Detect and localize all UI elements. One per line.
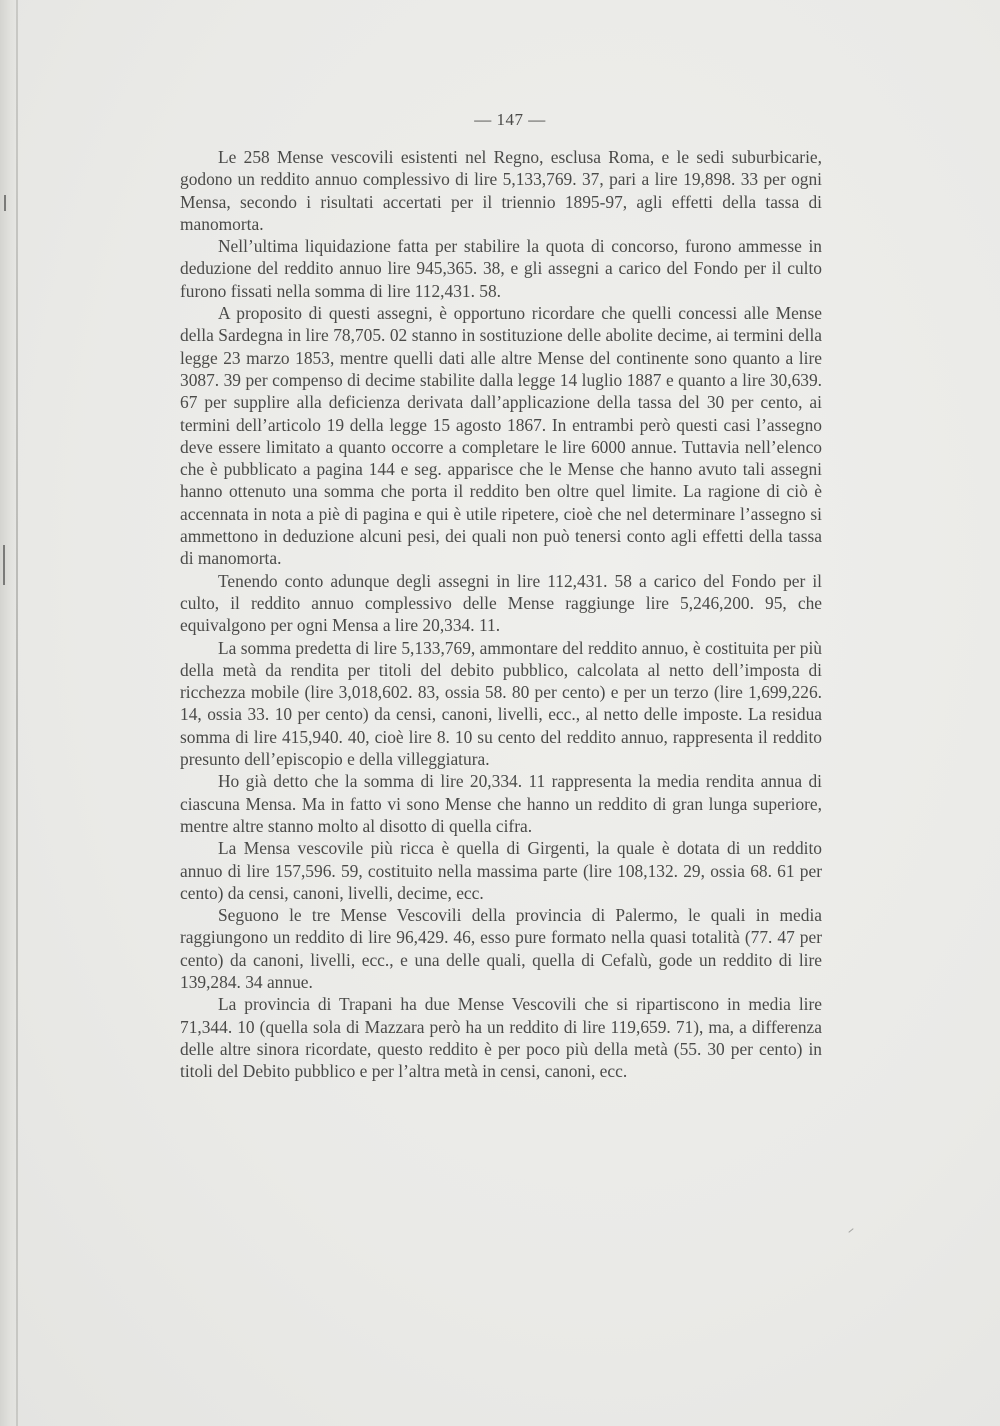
paragraph: La provincia di Trapani ha due Mense Vescovili che si ripartiscono in media lire 71,344. 10 (quella sola di Mazzara però ha un reddito di lire 119,659. 71), ma, a differenza delle altre sinora ricordate, questo reddito è per poco più della metà (55. 30 per cento) in titoli del Debito pubblico e per l’altra metà in censi, canoni, ecc. bbox=[180, 994, 822, 1082]
page-number: — 147 — bbox=[474, 110, 546, 129]
binding-edge-line bbox=[16, 0, 18, 1426]
paragraph: La somma predetta di lire 5,133,769, ammontare del reddito annuo, è costituita per più della metà da rendita per titoli del debito pubblico, calcolata al netto dell’imposta di ricchezza mobile (lire 3,018,602. 83, ossia 58. 80 per cento) e per un terzo (lire 1,699,226. 14, ossia 33. 10 per cento) da censi, canoni, livelli, ecc., al netto delle imposte. La residua somma di lire 415,940. 40, cioè lire 8. 10 su cento del reddito annuo, rappresenta il reddito presunto dell’episcopio e della villeggiatura. bbox=[180, 637, 822, 770]
paragraph: Le 258 Mense vescovili esistenti nel Regno, esclusa Roma, e le sedi suburbicarie, godono un reddito annuo complessivo di lire 5,133,769. 37, pari a lire 19,898. 33 per ogni Mensa, secondo i risultati accertati per il triennio 1895-97, agli effetti della tassa di manomorta. bbox=[180, 147, 822, 234]
paragraph: Tenendo conto adunque degli assegni in lire 112,431. 58 a carico del Fondo per il culto, il reddito annuo complessivo delle Mense raggiunge lire 5,246,200. 95, che equivalgono per ogni Mensa a lire 20,334. 11. bbox=[180, 570, 822, 636]
paragraph: Nell’ultima liquidazione fatta per stabilire la quota di concorso, furono ammesse in deduzione del reddito annuo lire 945,365. 38, e gli assegni a carico del Fondo per il culto furono fissati nella somma di lire 112,431. 58. bbox=[180, 236, 822, 301]
margin-speck bbox=[848, 1228, 853, 1233]
paragraph: La Mensa vescovile più ricca è quella di Girgenti, la quale è dotata di un reddito annuo di lire 157,596. 59, costituito nella massima parte (lire 108,132. 29, ossia 68. 61 per cento) da censi, canoni, livelli, decime, ecc. bbox=[180, 838, 822, 903]
body-text bbox=[180, 146, 822, 1082]
paragraph: Seguono le tre Mense Vescovili della provincia di Palermo, le quali in media raggiungono un reddito di lire 96,429. 46, esso pure formato nella quasi totalità (77. 47 per cento) da canoni, livelli, ecc., e una delle quali, quella di Cefalù, gode un reddito di lire 139,284. 34 annue. bbox=[180, 905, 822, 992]
paragraph: Ho già detto che la somma di lire 20,334. 11 rappresenta la media rendita annua di ciascuna Mensa. Ma in fatto vi sono Mense che hanno un reddito di gran lunga superiore, mentre altre stanno molto al disotto di quella cifra. bbox=[180, 771, 822, 836]
paragraph: A proposito di questi assegni, è opportuno ricordare che quelli concessi alle Mense della Sardegna in lire 78,705. 02 stanno in sostituzione delle abolite decime, ai termini della legge 23 marzo 1853, mentre quelli dati alle altre Mense del continente sono quanto a lire 3087. 39 per compenso di decime stabilite dalla legge 14 luglio 1887 e quanto a lire 30,639. 67 per supplire alla deficienza derivata dall’applicazione della tassa del 30 per cento, ai termini dell’articolo 19 della legge 15 agosto 1867. In entrambi però questi casi l’assegno deve essere limitato a quanto occorre a completare le lire 6000 annue. Tuttavia nell’elenco che è pubblicato a pagina 144 e seg. apparisce che le Mense che hanno avuto tali assegni hanno ottenuto una somma che porta il reddito ben oltre quel limite. La ragione di ciò è accennata in nota a piè di pagina e qui è utile ripetere, cioè che nel determinare l’assegno si ammettono in deduzione alcuni pesi, dei quali non può tenersi conto agli effetti della tassa di manomorta. bbox=[180, 303, 822, 569]
margin-speck bbox=[4, 195, 6, 211]
margin-speck bbox=[3, 545, 5, 585]
